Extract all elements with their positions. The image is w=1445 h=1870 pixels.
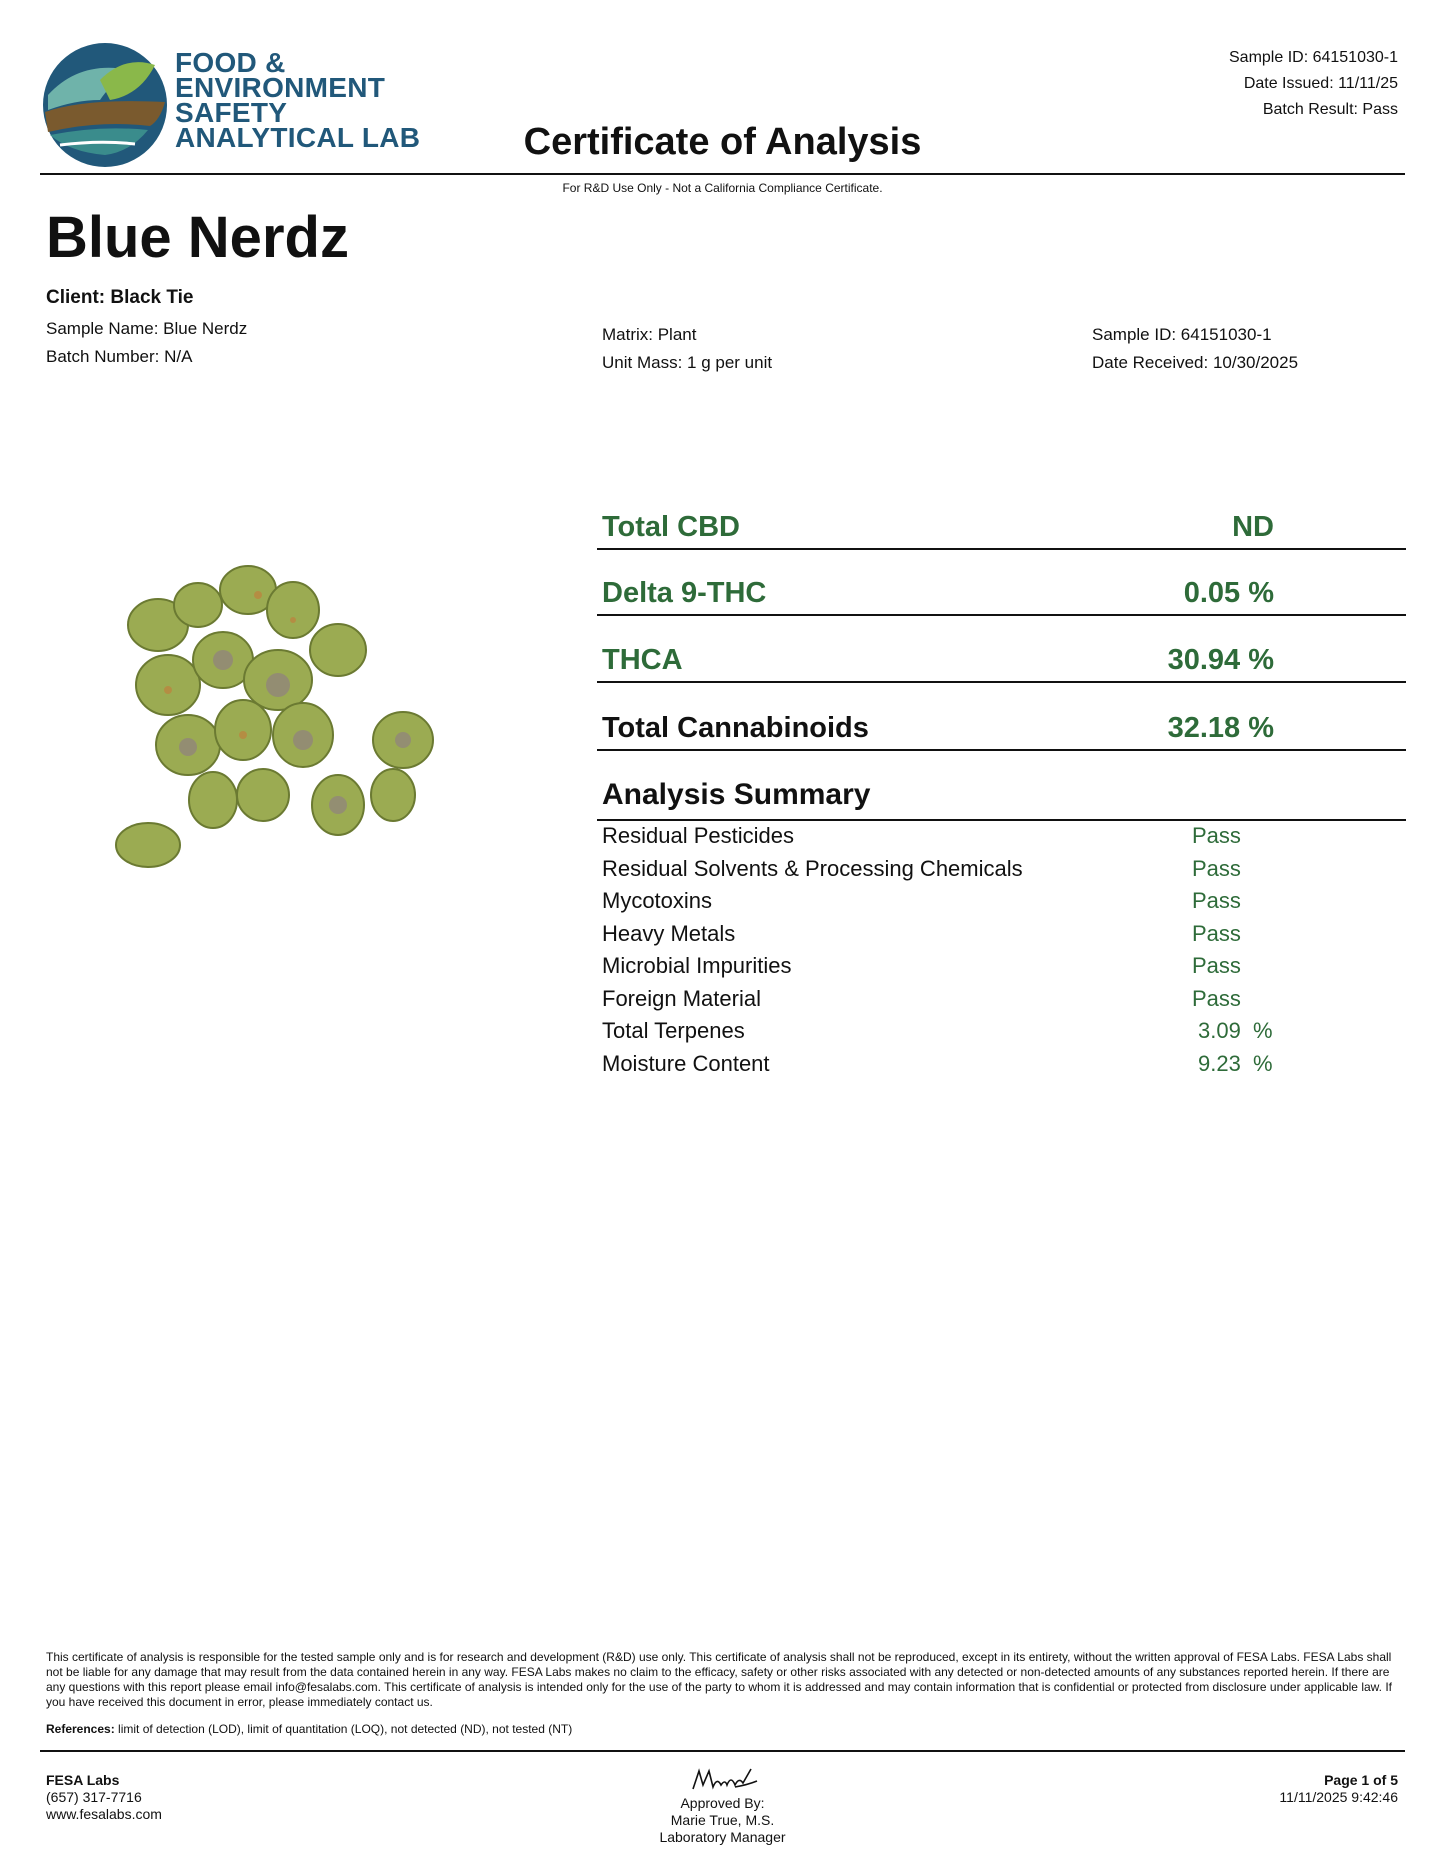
summary-label: Total Terpenes [602,1018,745,1043]
summary-result: Pass [1192,888,1241,913]
summary-item [602,1048,1402,1081]
document-title: Certificate of Analysis [523,121,922,163]
summary-result: Pass [1192,823,1241,848]
summary-label: Foreign Material [602,985,761,1011]
sample-id: Sample ID: 64151030-1 [1092,325,1272,344]
summary-label: Residual Solvents & Processing Chemicals [602,855,1023,881]
summary-result: Pass [1192,855,1241,881]
footer-divider [40,1750,1405,1752]
approver-title: Laboratory Manager [659,1829,786,1845]
header-batch-result: Batch Result: Pass [1262,101,1398,118]
summary-item [602,1015,1402,1048]
matrix: Matrix: Plant [602,325,697,344]
summary-result: 9.23 % [1198,1050,1273,1076]
summary-label: Moisture Content [602,1050,770,1076]
analysis-summary-title: Analysis Summary [602,778,871,811]
sample-name: Sample Name: Blue Nerdz [46,319,248,338]
result-value: ND [1232,511,1274,543]
analysis-summary-list [602,820,1402,1080]
disclaimer-text: This certificate of analysis is responsible for the tested sample only and is for research and development (R&D) use only. This certificate of analysis shall not be reproduced, except in its entirety, without the written approval of FESA Labs. FESA Labs shall not be liable for any damage that may result from the data contained herein in any way. FESA Labs makes no claim to the efficacy, safety or other risks associated with any detected or non-detected amounts of any substances reported herein. If there are any questions with this report please email info@fesalabs.com. This certificate of analysis is intended only for the use of the party to whom it is addressed and may contain information that is confidential or protected from disclosure under applicable law. If you have received this document in error, please immediately contact us. [46,1650,1392,1709]
lab-name: FESA Labs [46,1772,120,1788]
lab-website[interactable]: www.fesalabs.com [46,1806,162,1822]
result-value: 32.18 % [1167,712,1274,744]
result-thca [597,625,1406,683]
result-value: 0.05 % [1183,577,1274,609]
approver-name: Marie True, M.S. [670,1812,775,1828]
result-label: Total CBD [602,511,741,543]
result-total-cannabinoids [597,693,1406,751]
references [46,1722,572,1736]
header-meta [1229,45,1398,123]
summary-item [602,950,1402,983]
sample-info-col3 [1092,321,1298,377]
header-sample-id: Sample ID: 64151030-1 [1229,49,1398,66]
summary-result: Pass [1192,920,1241,946]
page-info [1279,1772,1398,1806]
summary-label: Residual Pesticides [602,823,794,848]
summary-result: 3.09 % [1198,1018,1273,1043]
product-photo [48,395,508,1035]
summary-label: Microbial Impurities [602,953,792,978]
page-number: Page 1 of 5 [1324,1772,1398,1788]
header-divider [40,173,1405,175]
date-received: Date Received: 10/30/2025 [1092,353,1299,372]
summary-label: Heavy Metals [602,920,736,946]
references-label: References: [46,1722,115,1736]
summary-item [602,853,1402,886]
result-delta9-thc [597,558,1406,616]
report-timestamp: 11/11/2025 9:42:46 [1279,1789,1398,1805]
result-value: 30.94 % [1167,644,1274,676]
sample-info-col1 [46,315,247,371]
summary-label: Mycotoxins [602,888,713,913]
summary-item [602,983,1402,1016]
result-label: Delta 9-THC [602,577,767,609]
result-label: Total Cannabinoids [602,712,869,744]
summary-result: Pass [1192,953,1241,978]
approval-block [0,1763,1445,1846]
summary-item [602,885,1402,918]
summary-item [602,918,1402,951]
approved-by-label: Approved By: [680,1795,765,1811]
signature-image [663,1763,783,1795]
compliance-note: For R&D Use Only - Not a California Compliance Certificate. [562,181,883,195]
client-name: Client: Black Tie [46,287,194,308]
logo-wordmark: FOOD & ENVIRONMENT SAFETY ANALYTICAL LAB [175,47,421,153]
header-date-issued: Date Issued: 11/11/25 [1243,75,1398,92]
unit-mass: Unit Mass: 1 g per unit [602,353,773,372]
result-total-cbd [597,492,1406,550]
product-name: Blue Nerdz [46,205,349,270]
references-text: limit of detection (LOD), limit of quantitation (LOQ), not detected (ND), not tested (NT) [114,1722,573,1736]
result-label: THCA [602,644,683,676]
summary-result: Pass [1192,985,1241,1011]
sample-info-col2 [602,321,772,377]
lab-phone: (657) 317-7716 [46,1789,142,1805]
summary-item [602,820,1402,853]
batch-number: Batch Number: N/A [46,347,193,366]
